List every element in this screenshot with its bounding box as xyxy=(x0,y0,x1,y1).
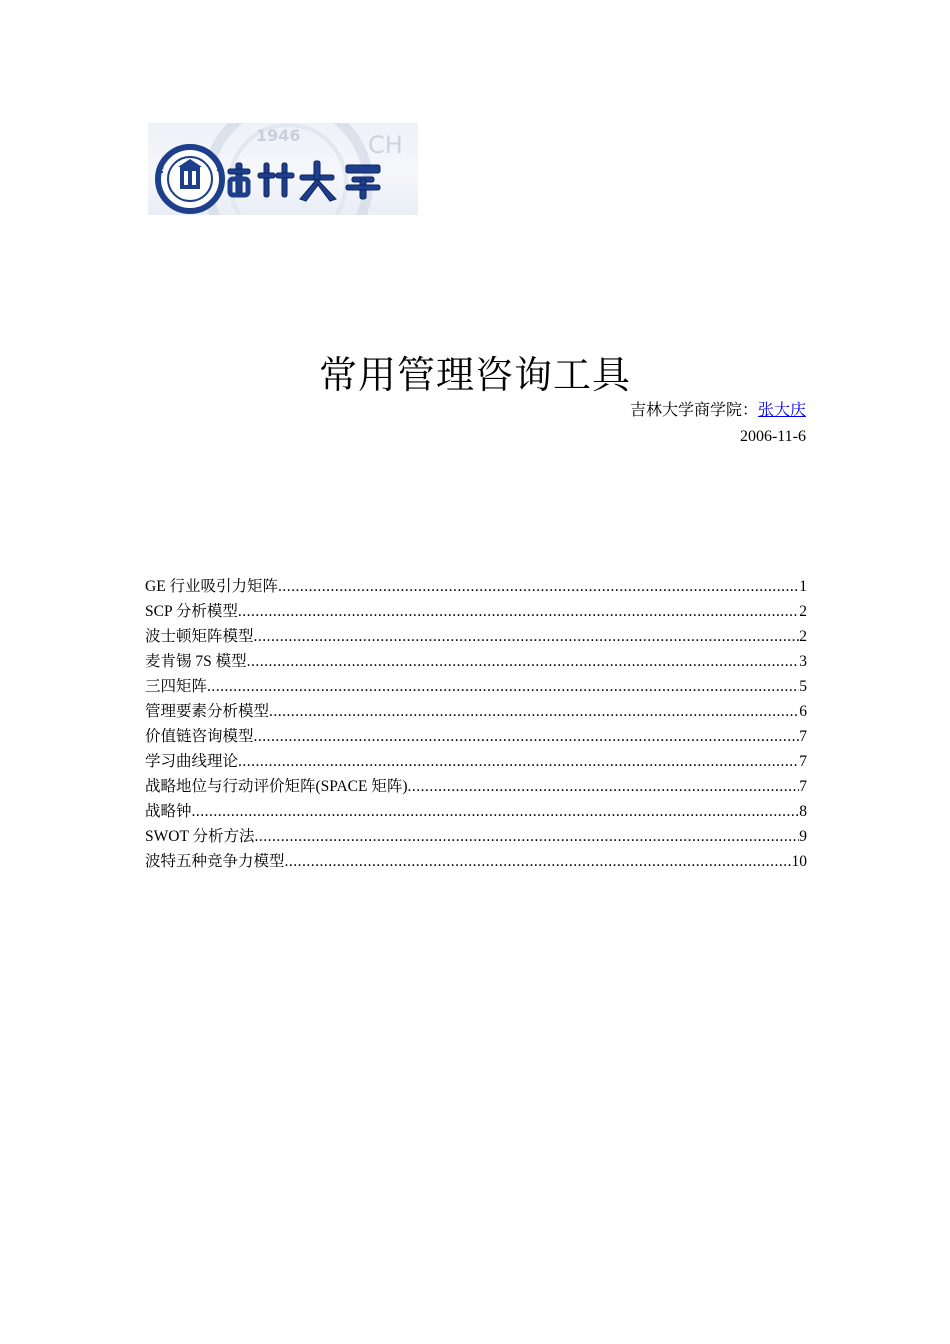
toc-entry-page: 3 xyxy=(799,653,807,670)
toc-entry-title: 三四矩阵 xyxy=(145,678,208,695)
toc-entry-title: 麦肯锡 7S 模型 xyxy=(145,653,247,670)
toc-entry-page: 8 xyxy=(799,803,807,820)
toc-entry[interactable] xyxy=(145,774,807,799)
toc-entry[interactable] xyxy=(145,599,807,624)
toc-entry-title: GE 行业吸引力矩阵 xyxy=(145,578,279,595)
toc-leader xyxy=(238,599,799,624)
toc-leader xyxy=(238,749,799,774)
svg-text:1946: 1946 xyxy=(256,126,301,145)
university-logo xyxy=(148,123,418,215)
toc-entry-title: 波特五种竞争力模型 xyxy=(145,853,285,870)
toc-entry-title: 战略地位与行动评价矩阵(SPACE 矩阵) xyxy=(145,778,408,795)
jilin-university-emblem-icon xyxy=(148,123,418,215)
toc-entry-title: 管理要素分析模型 xyxy=(145,703,270,720)
author-affiliation: 吉林大学商学院： xyxy=(629,402,758,419)
toc-leader xyxy=(255,824,800,849)
toc-leader xyxy=(285,849,792,874)
toc-entry[interactable] xyxy=(145,749,807,774)
toc-entry-page: 9 xyxy=(799,828,807,845)
document-date: 2006-11-6 xyxy=(739,428,806,445)
toc-entry-title: 战略钟 xyxy=(145,803,192,820)
toc-entry-page: 6 xyxy=(799,703,807,720)
author-line xyxy=(630,400,806,422)
toc-leader xyxy=(254,724,800,749)
toc-entry[interactable] xyxy=(145,699,807,724)
author-link[interactable]: 张大庆 xyxy=(757,402,806,419)
toc-entry[interactable] xyxy=(145,799,807,824)
toc-leader xyxy=(269,699,799,724)
toc-entry[interactable] xyxy=(145,724,807,749)
toc-entry-page: 2 xyxy=(799,603,807,620)
toc-entry-page: 5 xyxy=(799,678,807,695)
toc-leader xyxy=(192,799,800,824)
toc-leader xyxy=(408,774,800,799)
toc-entry-title: 波士顿矩阵模型 xyxy=(145,628,254,645)
toc-leader xyxy=(278,574,799,599)
toc-entry-page: 7 xyxy=(799,728,807,745)
toc-entry[interactable] xyxy=(145,849,807,874)
document-title: 常用管理咨询工具 xyxy=(318,355,631,397)
toc-entry-title: 价值链咨询模型 xyxy=(145,728,254,745)
toc-entry[interactable] xyxy=(145,574,807,599)
toc-leader xyxy=(247,649,800,674)
toc-entry-page: 10 xyxy=(791,853,807,870)
toc-entry[interactable] xyxy=(145,624,807,649)
toc-entry-page: 7 xyxy=(799,753,807,770)
toc-leader xyxy=(254,624,800,649)
toc-entry-title: SCP 分析模型 xyxy=(145,603,238,620)
toc-entry[interactable] xyxy=(145,824,807,849)
toc-entry-page: 1 xyxy=(799,578,807,595)
toc-entry[interactable] xyxy=(145,674,807,699)
toc-entry-title: SWOT 分析方法 xyxy=(145,828,255,845)
toc-entry[interactable] xyxy=(145,649,807,674)
toc-entry-page: 2 xyxy=(799,628,807,645)
toc-leader xyxy=(207,674,799,699)
table-of-contents xyxy=(145,574,807,874)
toc-entry-page: 7 xyxy=(799,778,807,795)
toc-entry-title: 学习曲线理论 xyxy=(145,753,239,770)
svg-text:CH: CH xyxy=(368,131,403,159)
